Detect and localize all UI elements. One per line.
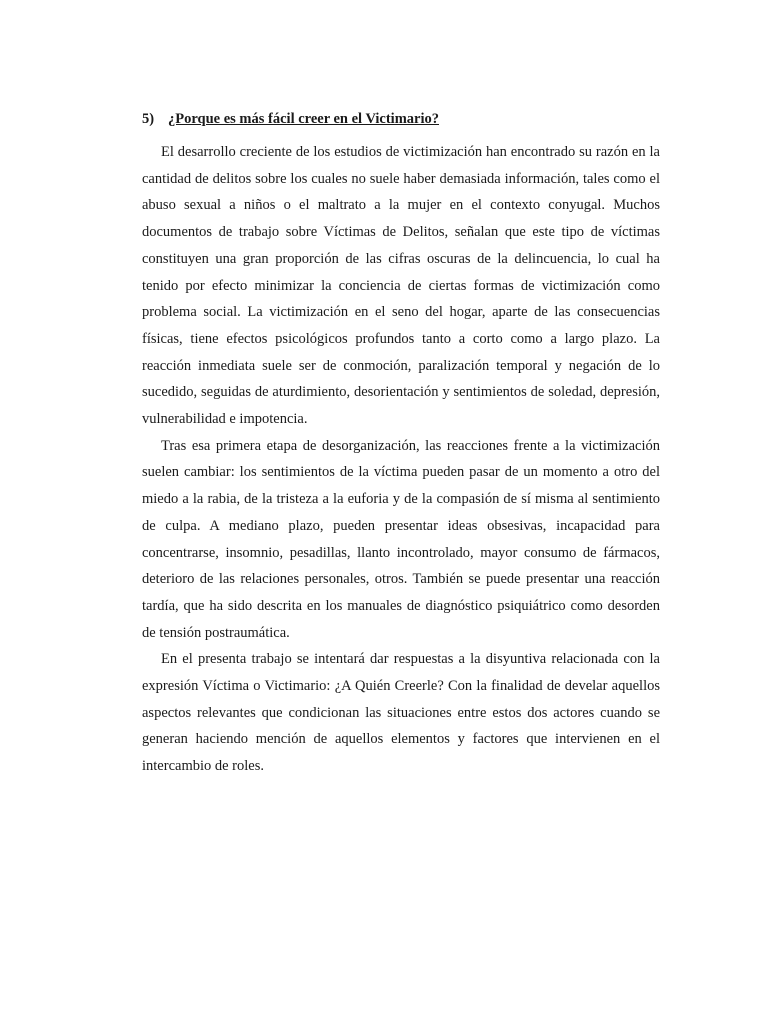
section-heading (142, 108, 660, 130)
paragraph-3: En el presenta trabajo se intentará dar respuestas a la disyuntiva relacionada con la expresión Víctima o Victimario: ¿A Quién Creerle? Con la finalidad de develar aquellos aspectos relevantes que condicionan las situaciones entre estos dos actores cuando se generan haciendo mención de aquellos elementos y factores que intervienen en el intercambio de roles. (142, 651, 660, 775)
paragraph-1: El desarrollo creciente de los estudios de victimización han encontrado su razón en la cantidad de delitos sobre los cuales no suele haber demasiada información, tales como el abuso sexual a niños o el maltrato a la mujer en el contexto conyugal. Muchos documentos de trabajo sobre Víctimas de Delitos, señalan que este tipo de víctimas constituyen una gran proporción de las cifras oscuras de la delincuencia, lo cual ha tenido por efecto minimizar la conciencia de ciertas formas de victimización como problema social. La victimización en el seno del hogar, aparte de las consecuencias físicas, tiene efectos psicológicos profundos tanto a corto como a largo plazo. La reacción inmediata suele ser de conmoción, paralización temporal y negación de lo sucedido, seguidas de aturdimiento, desorientación y sentimientos de soledad, depresión, vulnerabilidad e impotencia. (142, 144, 660, 428)
section-number: 5) (142, 111, 155, 127)
document-page (142, 108, 660, 780)
section-title: ¿Porque es más fácil creer en el Victimario? (168, 111, 439, 127)
paragraph-2: Tras esa primera etapa de desorganización, las reacciones frente a la victimización suelen cambiar: los sentimientos de la víctima pueden pasar de un momento a otro del miedo a la rabia, de la tristeza a la euforia y de la compasión de sí misma al sentimiento de culpa. A mediano plazo, pueden presentar ideas obsesivas, incapacidad para concentrarse, insomnio, pesadillas, llanto incontrolado, mayor consumo de fármacos, deterioro de las relaciones personales, otros. También se puede presentar una reacción tardía, que ha sido descrita en los manuales de diagnóstico psiquiátrico como desorden de tensión postraumática. (142, 437, 660, 641)
